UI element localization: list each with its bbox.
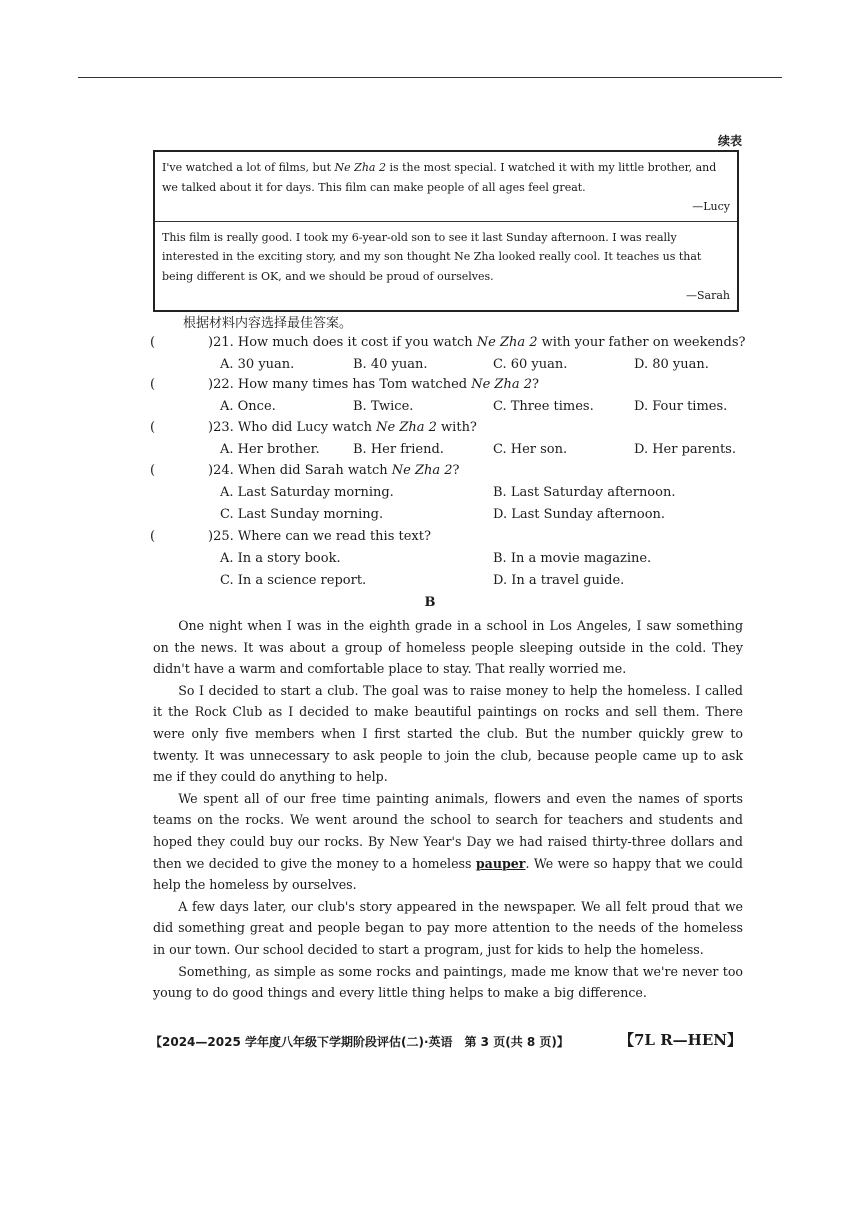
passage-b <box>153 615 743 1004</box>
instruction: 根据材料内容选择最佳答案。 <box>183 316 353 331</box>
option-c: C. Three times. <box>493 399 594 414</box>
review-signature: —Lucy <box>692 200 730 213</box>
option-d: D. In a travel guide. <box>493 573 625 588</box>
reviews-table <box>153 150 739 312</box>
paragraph: We spent all of our free time painting animals, flowers and even the names of sports teams on the rocks. We went around the school to search for teachers and students and hoped they could buy our rocks. By New Year's Day we had raised thirty-three dollars and then we decided to give the money to a homeless pauper. We were so happy that we could help the homeless by ourselves. <box>153 790 743 893</box>
option-b: B. Twice. <box>353 399 414 414</box>
option-b: B. Last Saturday afternoon. <box>493 485 676 500</box>
question-22: ( )22. How many times has Tom watched Ne Zha 2? <box>150 377 539 392</box>
option-d: D. Her parents. <box>634 442 736 457</box>
option-a: A. Last Saturday morning. <box>220 485 394 500</box>
paragraph: Something, as simple as some rocks and paintings, made me know that we're never too young to do good things and every little thing helps to make a big difference. <box>153 963 743 1001</box>
paragraph: A few days later, our club's story appeared in the newspaper. We all felt proud that we did something great and people began to pay more attention to the needs of the homeless in our town. Our school decided to start a program, just for kids to help the homeless. <box>153 898 743 957</box>
question-25: ( )25. Where can we read this text? <box>150 529 431 544</box>
option-b: B. 40 yuan. <box>353 357 428 372</box>
exam-code: 【7L R—HEN】 <box>619 1031 742 1049</box>
option-b: B. Her friend. <box>353 442 444 457</box>
passage-b-title: B <box>424 595 436 610</box>
option-a: A. 30 yuan. <box>220 357 295 372</box>
option-c: C. Last Sunday morning. <box>220 507 384 522</box>
option-c: C. Her son. <box>493 442 568 457</box>
option-a: A. Once. <box>220 399 276 414</box>
review-signature: —Sarah <box>686 289 730 302</box>
top-rule <box>78 77 782 78</box>
option-c: C. In a science report. <box>220 573 367 588</box>
option-d: D. 80 yuan. <box>634 357 709 372</box>
option-b: B. In a movie magazine. <box>493 551 652 566</box>
review-sarah <box>155 221 737 310</box>
paragraph: So I decided to start a club. The goal was to raise money to help the homeless. I called it the Rock Club as I decided to make beautiful paintings on rocks and sell them. There were only five members when I first started the club. But the number quickly grew to twenty. It was unnecessary to ask people to join the club, because people came up to ask me if they could do anything to help. <box>153 682 743 785</box>
paragraph: One night when I was in the eighth grade in a school in Los Angeles, I saw something on the news. It was about a group of homeless people sleeping outside in the cold. They didn't have a warm and comfortable place to stay. That really worried me. <box>153 618 743 677</box>
option-a: A. In a story book. <box>220 551 341 566</box>
continued-label: 续表 <box>717 134 742 148</box>
page-footer: 【2024—2025 学年度八年级下学期阶段评估(二)·英语 第 3 页(共 8 页)】 <box>150 1035 569 1049</box>
option-a: A. Her brother. <box>220 442 320 457</box>
question-24: ( )24. When did Sarah watch Ne Zha 2? <box>150 463 460 478</box>
option-d: D. Four times. <box>634 399 728 414</box>
review-lucy <box>155 152 737 221</box>
question-21: ( )21. How much does it cost if you watch Ne Zha 2 with your father on weekends? <box>150 335 746 350</box>
option-d: D. Last Sunday afternoon. <box>493 507 666 522</box>
review-text: I've watched a lot of films, but Ne Zha 2 is the most special. I watched it with my little brother, and we talked about it for days. This film can make people of all ages feel great. <box>162 161 717 194</box>
question-23: ( )23. Who did Lucy watch Ne Zha 2 with? <box>150 420 477 435</box>
review-text: This film is really good. I took my 6-year-old son to see it last Sunday afternoon. I was really interested in the exciting story, and my son thought Ne Zha looked really cool. It teaches us that being different is OK, and we should be proud of ourselves. <box>162 230 702 283</box>
option-c: C. 60 yuan. <box>493 357 568 372</box>
underlined-word: pauper <box>475 855 526 871</box>
